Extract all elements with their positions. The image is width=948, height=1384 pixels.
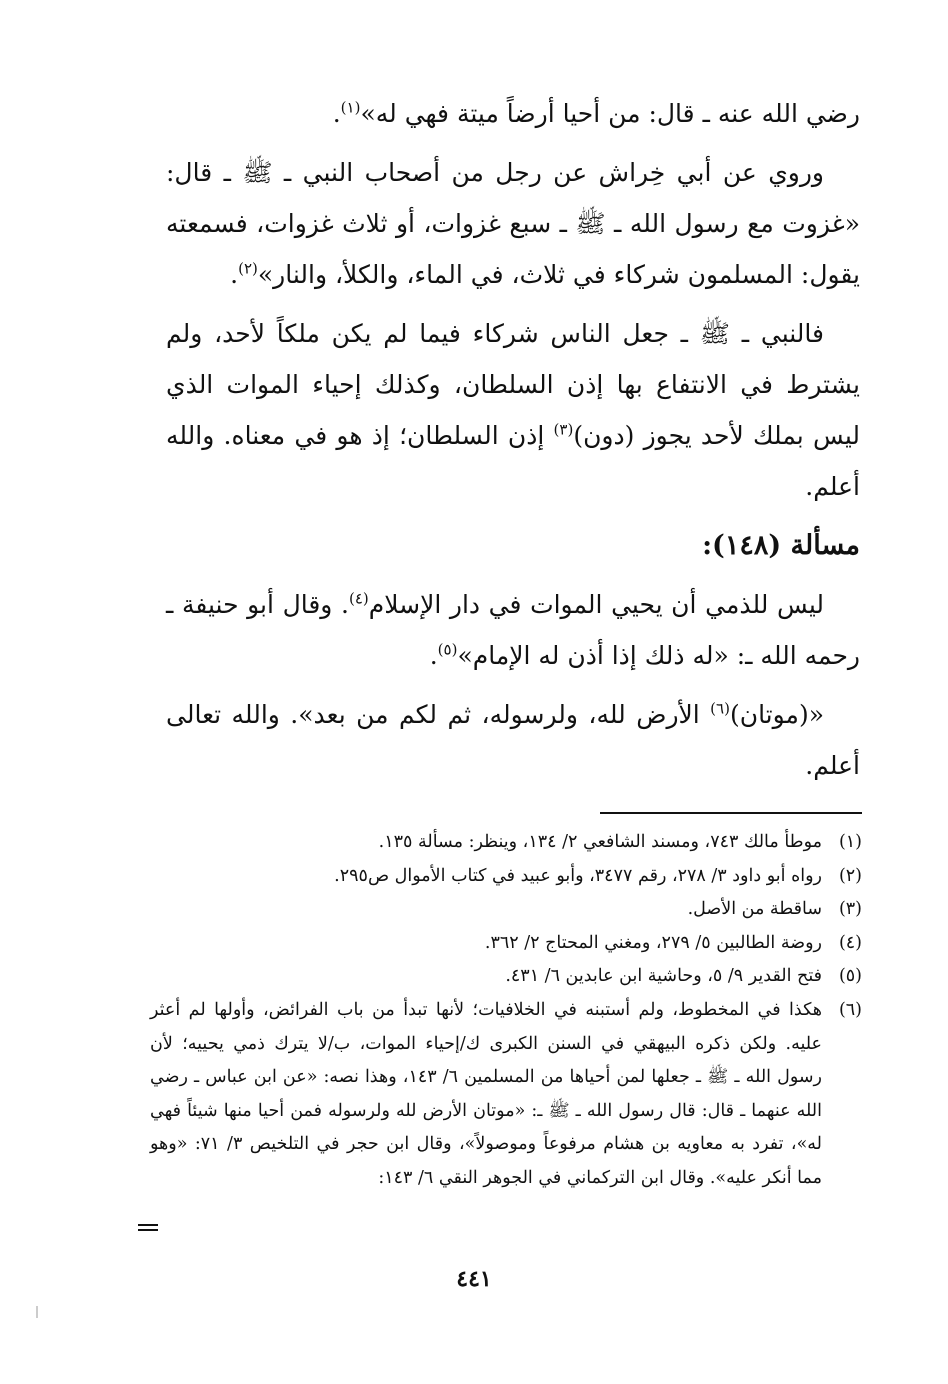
paragraph-2: [166, 147, 860, 300]
footnote-ref-1: (١): [340, 98, 361, 117]
footnote-number: (٥): [838, 966, 862, 987]
footnote-number: (١): [838, 832, 862, 852]
footnote-1: [150, 826, 862, 860]
footnote-text: ساقطة من الأصل.: [687, 899, 822, 920]
footnote-ref-5: (٥): [437, 640, 458, 659]
footnote-ref-6: (٦): [710, 699, 730, 718]
footnote-4: [150, 927, 862, 961]
paragraph-1-end: .: [332, 99, 341, 128]
footnote-text: روضة الطالبين ٥/ ٢٧٩، ومغني المحتاج ٢/ ٣٦٢.: [484, 932, 822, 953]
paragraph-4-end: .: [429, 641, 438, 670]
paragraph-3-text-b: إذن السلطان؛ إذ هو في معناه. والله أعلم.: [166, 421, 860, 501]
paragraph-4-text-b: . وقال أبو حنيفة ـ رحمه الله ـ: «له ذلك إذا أذن له الإمام»: [166, 590, 860, 670]
paragraph-3: [166, 308, 860, 512]
footnote-ref-4: (٤): [348, 589, 369, 608]
footnote-5: [150, 960, 862, 994]
footnote-text: فتح القدير ٩/ ٥، وحاشية ابن عابدين ٦/ ٤٣١.: [505, 966, 822, 987]
section-heading: مسألة (١٤٨):: [702, 530, 860, 561]
paragraph-1-text: رضي الله عنه ـ قال: من أحيا أرضاً ميتة فهي له»: [360, 99, 860, 128]
footnote-text: رواه أبو داود ٣/ ٢٧٨، رقم ٣٤٧٧، وأبو عبيد في كتاب الأموال ص٢٩٥.: [334, 865, 822, 886]
paragraph-2-text: وروي عن أبي خِراش عن رجل من أصحاب النبي ـ ﷺ ـ قال: «غزوت مع رسول الله ـ ﷺ ـ سبع غزوات، أو ثلاث غزوات، فسمعته يقول: المسلمون شركاء في ثلاث، في الماء، والكلأ، والنار»: [166, 158, 860, 289]
continuation-mark: [138, 1224, 158, 1231]
footnote-number: (٣): [838, 899, 862, 920]
scan-mark: [36, 1306, 38, 1318]
page-number: ٤٤١: [456, 1266, 492, 1292]
footnote-separator: [600, 812, 862, 814]
footnote-2: [150, 860, 862, 894]
footnote-text: موطأ مالك ٧٤٣، ومسند الشافعي ٢/ ١٣٤، وينظر: مسألة ١٣٥.: [378, 832, 822, 852]
footnotes: [150, 826, 862, 1196]
footnote-3: [150, 893, 862, 927]
footnote-number: (٦): [838, 999, 862, 1020]
footnote-number: (٢): [838, 865, 862, 886]
paragraph-2-end: .: [230, 260, 239, 289]
footnote-6: [150, 994, 862, 1196]
paragraph-4: [166, 579, 860, 681]
paragraph-4-text-a: ليس للذمي أن يحيي الموات في دار الإسلام: [368, 590, 824, 619]
footnote-ref-3: (٣): [553, 420, 574, 439]
paragraph-3-text-a: فالنبي ـ ﷺ ـ جعل الناس شركاء فيما لم يكن ملكاً لأحد، ولم يشترط في الانتفاع بها إذن السلطان، وكذلك إحياء الموات الذي ليس بملك لأحد يجوز (دون): [166, 319, 860, 450]
paragraph-1: [166, 88, 860, 139]
paragraph-5-text-b: الأرض لله، ولرسوله، ثم لكم من بعد». والله تعالى أعلم.: [166, 700, 860, 780]
footnote-ref-2: (٢): [238, 259, 258, 278]
footnote-text: هكذا في المخطوط، ولم أستبنه في الخلافيات؛ لأنها تبدأ من باب الفرائض، وأولها لم أعثر عليه. ولكن ذكره البيهقي في السنن الكبرى ك/إحياء الموات، ب/لا يترك ذمي يحييه؛ لأن رسول الله ـ ﷺ ـ جعلها لمن أحياها من المسلمين ٦/ ١٤٣، وهذا نصه: «عن ابن عباس ـ رضي الله عنهما ـ قال: قال رسول الله ـ ﷺ ـ: «موتان الأرض لله ولرسوله فمن أحيا منها شيئاً فهي له»، تفرد به معاويه بن هشام مرفوعاً وموصولاً»، وقال ابن حجر في التلخيص ٣/ ٧١: «وهو مما أنكر عليه». وقال ابن التركماني في الجوهر النقي ٦/ ١٤٣:: [150, 999, 822, 1188]
paragraph-5: [166, 689, 860, 791]
footnote-number: (٤): [838, 932, 862, 953]
main-text: [166, 88, 860, 791]
paragraph-5-text-a: «(موتان): [729, 700, 824, 729]
